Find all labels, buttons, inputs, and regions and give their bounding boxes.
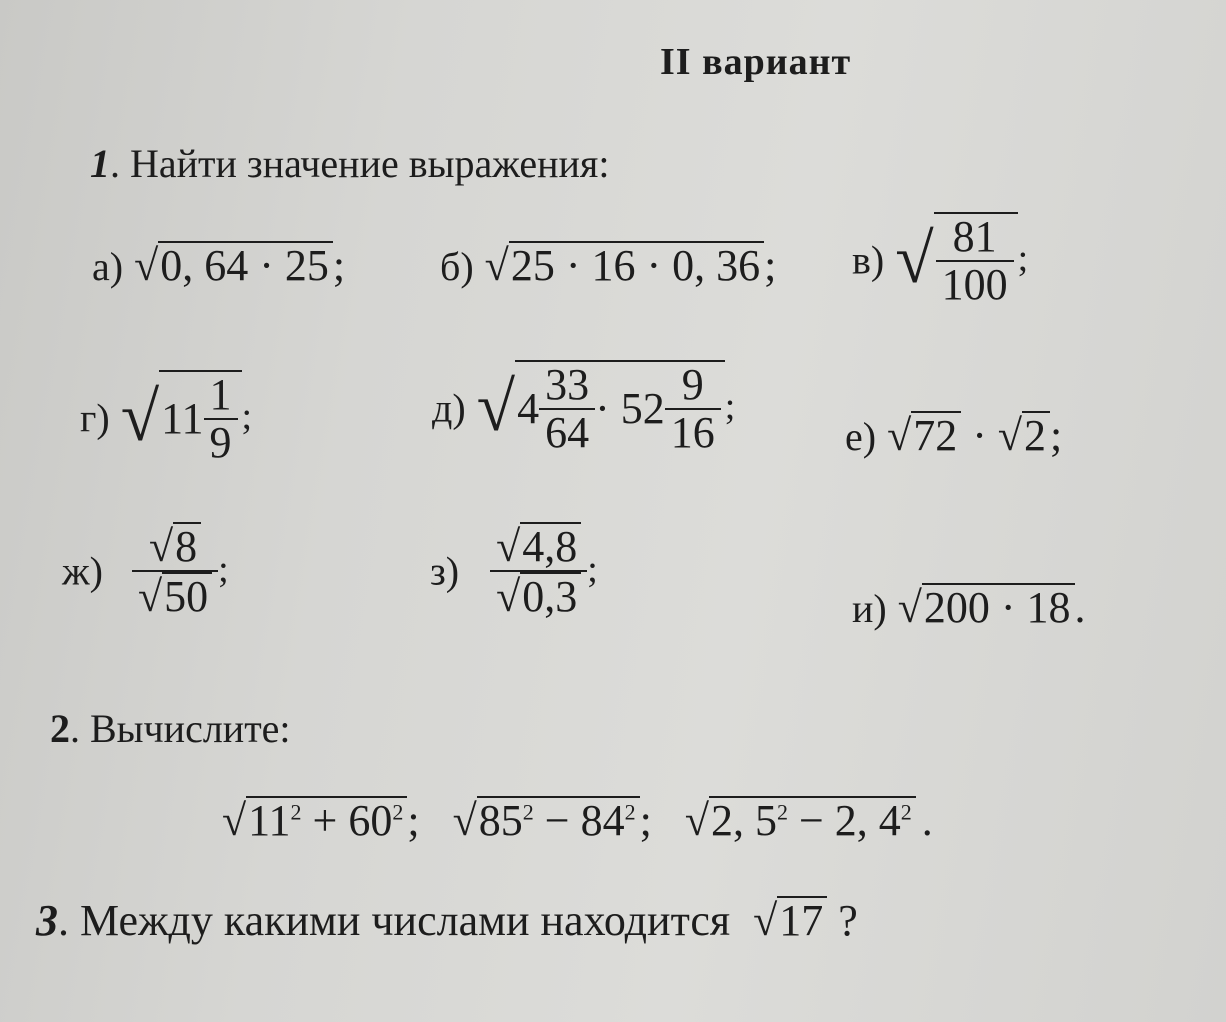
expr-1-power-2: 2 [392,799,404,825]
item-d-numerator-1: 33 [545,360,590,409]
item-d-operator: · 52 [595,384,665,434]
sqrt-icon: √ [134,241,159,290]
item-zh [62,522,229,620]
item-g-whole: 11 [161,394,204,444]
item-v [852,212,1028,308]
item-d-label: д) [432,385,466,431]
expr-2-power-2: 2 [624,799,636,825]
item-a-end: ; [332,241,346,290]
item-e-end: ; [1050,411,1063,460]
expr-2-power-1: 2 [522,799,534,825]
item-i-label: и) [852,586,887,631]
item-zh-label: ж) [62,548,103,594]
item-g [80,370,252,466]
sqrt-icon: √ [997,411,1023,460]
task-3 [36,895,858,946]
expr-1-base-2: 60 [348,796,393,845]
item-a-radicand: 0, 64 · 25 [158,241,333,289]
sqrt-icon: √ [148,522,174,571]
expr-3-operator: − [787,796,835,845]
item-b [440,240,776,291]
item-zh-denominator: 50 [162,572,212,620]
expr-3-base-2: 2, 4 [834,796,901,845]
expr-3-end: . [921,796,933,845]
item-d-denominator-2: 16 [665,408,721,456]
sqrt-icon: √ [897,583,922,632]
task-2-expr-3 [685,796,933,845]
task-3-end: ? [838,896,858,945]
expr-1-power-1: 2 [290,799,302,825]
sqrt-icon: √ [120,379,160,457]
sqrt-icon: √ [895,221,934,299]
item-e-radicand-2: 2 [1022,411,1050,459]
item-e-label: е) [845,414,877,459]
item-zh-end: ; [218,548,229,591]
item-v-denominator: 100 [936,260,1014,308]
task-2-expressions [222,795,933,846]
item-zh-fraction [132,522,218,620]
expr-2-base-2: 84 [580,796,625,845]
item-zh-numerator: 8 [173,522,201,570]
task-2-text: . Вычислите: [70,706,291,751]
sqrt-icon: √ [137,572,163,622]
item-z [430,522,598,620]
item-g-label: г) [80,395,110,441]
expr-3-power-2: 2 [900,799,912,825]
expr-2-base-1: 85 [478,796,523,845]
expr-2-end: ; [639,796,652,845]
sqrt-icon: √ [753,896,778,945]
expr-3-power-1: 2 [776,799,788,825]
item-b-end: ; [764,241,777,290]
item-a-label: а) [92,244,124,289]
page-title: II вариант [660,41,852,83]
item-g-denominator: 9 [204,418,238,466]
sqrt-icon: √ [222,796,247,845]
task-1-heading [90,140,609,187]
item-v-label: в) [852,237,885,283]
item-g-end: ; [241,395,253,438]
task-1-text: . Найти значение выражения: [110,141,610,186]
item-d-numerator-2: 9 [681,360,704,409]
item-z-numerator: 4,8 [520,522,581,570]
item-e-operator: · [972,411,987,460]
sqrt-icon: √ [476,369,516,447]
task-3-text: . Между какими числами находится [58,896,731,945]
item-g-numerator: 1 [209,370,232,419]
sqrt-icon: √ [684,796,709,845]
item-e [845,410,1062,461]
task-3-number: 3 [36,896,58,945]
item-v-radicand [934,212,1018,308]
item-v-end: ; [1017,237,1029,280]
item-d [432,360,735,456]
item-g-radicand [159,370,241,466]
sqrt-icon: √ [484,241,509,290]
item-a [92,240,345,291]
item-i [852,582,1086,633]
sqrt-icon: √ [452,796,477,845]
sqrt-icon: √ [496,522,521,571]
item-b-radicand: 25 · 16 · 0, 36 [509,241,764,289]
item-z-label: з) [430,548,460,594]
item-e-radicand-1: 72 [911,411,961,459]
sqrt-icon: √ [887,411,912,460]
task-2-number: 2 [50,706,70,751]
item-z-end: ; [587,548,598,591]
item-d-whole: 4 [517,384,540,434]
expr-2-operator: − [533,796,581,845]
item-i-end: . [1074,583,1086,632]
expr-1-operator: + [301,796,349,845]
item-z-denominator: 0,3 [520,572,581,620]
item-d-denominator-1: 64 [539,408,595,456]
expr-1-base-1: 11 [248,796,291,845]
task-3-radicand: 17 [777,896,827,944]
item-i-radicand: 200 · 18 [922,583,1075,631]
expr-1-end: ; [407,796,420,845]
task-2-heading [50,705,291,752]
task-2-expr-1 [222,796,431,845]
item-v-numerator: 81 [952,212,997,261]
sqrt-icon: √ [496,572,521,622]
item-d-end: ; [724,385,736,428]
item-b-label: б) [440,244,474,289]
expr-3-base-1: 2, 5 [710,796,777,845]
task-2-expr-2 [453,796,663,845]
item-z-fraction [490,522,587,620]
item-d-radicand [515,360,725,456]
task-1-number: 1 [90,141,110,186]
